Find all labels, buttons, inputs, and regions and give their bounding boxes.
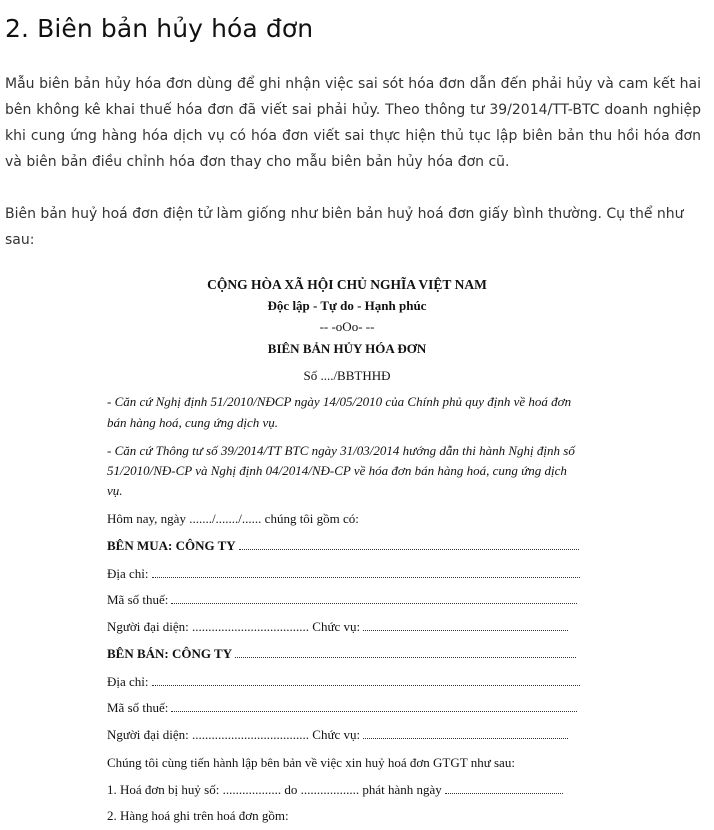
form-seller-address-row	[107, 674, 585, 690]
form-basis-2c: vụ.	[107, 483, 123, 498]
buyer-position-label: Chức vụ:	[312, 619, 361, 634]
buyer-address-label: Địa chỉ:	[107, 566, 149, 581]
form-agreement: Chúng tôi cùng tiến hành lập bên bản về việc xin huỷ hoá đơn GTGT như sau:	[107, 755, 515, 770]
form-buyer-tax-row	[107, 592, 585, 608]
buyer-position-fill	[363, 619, 568, 631]
seller-rep-dots: ....................................	[192, 727, 310, 742]
seller-tax-label: Mã số thuế:	[107, 700, 169, 715]
buyer-fill	[239, 538, 579, 550]
form-seller-rep-row	[107, 727, 585, 743]
buyer-tax-label: Mã số thuế:	[107, 592, 169, 607]
form-basis-1a: - Căn cứ Nghị định 51/2010/NĐCP ngày 14/05/2010 của Chính phủ quy định về hoá đơn	[107, 394, 572, 409]
form-item-2: 2. Hàng hoá ghi trên hoá đơn gồm:	[107, 808, 289, 823]
form-basis-2a: - Căn cứ Thông tư số 39/2014/TT BTC ngày 31/03/2014 hướng dẫn thi hành Nghị định số	[107, 443, 575, 458]
form-item-1	[107, 782, 585, 798]
item-1-fill	[445, 782, 563, 794]
buyer-label: BÊN MUA: CÔNG TY	[107, 538, 236, 553]
seller-label: BÊN BÁN: CÔNG TY	[107, 646, 233, 661]
seller-position-label: Chức vụ:	[312, 727, 361, 742]
form-separator: -- -oOo- --	[319, 319, 375, 334]
form-buyer-row	[107, 538, 585, 554]
seller-position-fill	[363, 727, 568, 739]
form-number: Số ..../BBTHHĐ	[303, 368, 391, 383]
form-buyer-rep-row	[107, 619, 585, 635]
buyer-tax-fill	[171, 592, 577, 604]
form-basis-2b: 51/2010/NĐ-CP và Nghị định 04/2014/NĐ-CP về hóa đơn bán hàng hoá, cung ứng dịch	[107, 463, 567, 478]
seller-rep-label: Người đại diện:	[107, 727, 189, 742]
form-seller-tax-row	[107, 700, 585, 716]
note-paragraph: Biên bản huỷ hoá đơn điện tử làm giống như biên bản huỷ hoá đơn giấy bình thường. Cụ thể như sau:	[5, 206, 684, 248]
seller-tax-fill	[171, 700, 577, 712]
form-seller-row	[107, 646, 585, 662]
section-heading: 2. Biên bản hủy hóa đơn	[5, 14, 314, 43]
intro-paragraph: Mẫu biên bản hủy hóa đơn dùng để ghi nhận việc sai sót hóa đơn dẫn đến phải hủy và cam kết hai bên không kê khai thuế hóa đơn đã viết sai phải hủy. Theo thông tư 39/2014/TT-BTC doanh nghiệp khi cung ứng hàng hóa dịch vụ có hóa đơn viết sai thực hiện thủ tục lập biên bản thu hồi hóa đơn và biên bản điều chỉnh hóa đơn thay cho mẫu biên bản hủy hóa đơn cũ.	[5, 76, 701, 170]
seller-fill	[235, 646, 576, 658]
buyer-rep-label: Người đại diện:	[107, 619, 189, 634]
form-basis-1b: bán hàng hoá, cung ứng dịch vụ.	[107, 415, 279, 430]
seller-address-fill	[152, 674, 580, 686]
item-1-text: 1. Hoá đơn bị huỷ số: .................. do .................. phát hành ngày	[107, 782, 442, 797]
form-title: BIÊN BẢN HỦY HÓA ĐƠN	[267, 341, 427, 356]
buyer-address-fill	[152, 566, 580, 578]
form-motto: Độc lập - Tự do - Hạnh phúc	[267, 298, 427, 313]
seller-address-label: Địa chỉ:	[107, 674, 149, 689]
form-country: CỘNG HÒA XÃ HỘI CHỦ NGHĨA VIỆT NAM	[207, 277, 487, 292]
form-buyer-address-row	[107, 566, 585, 582]
form-date-line: Hôm nay, ngày ......./......./...... chúng tôi gồm có:	[107, 511, 359, 526]
buyer-rep-dots: ....................................	[192, 619, 310, 634]
